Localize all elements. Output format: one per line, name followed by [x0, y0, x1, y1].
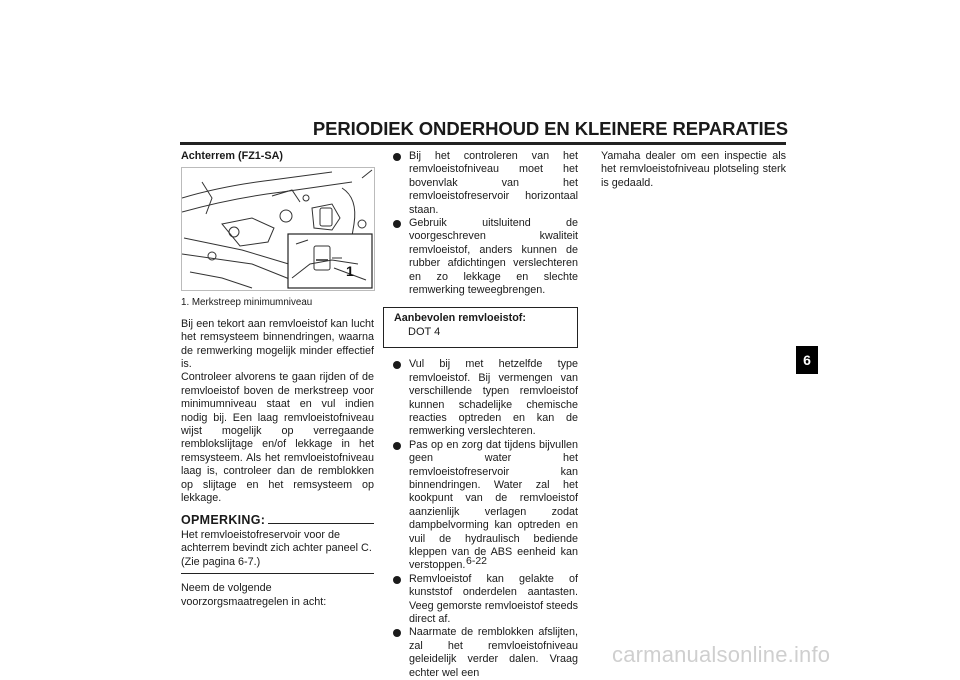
bullet-icon — [393, 576, 401, 584]
paragraph-dealer: Yamaha dealer om een inspectie als het remvloeistofniveau plotseling sterk is gedaald. — [601, 150, 786, 189]
column-left — [181, 150, 374, 609]
list-item: Gebruik uitsluitend de voorgeschreven kwaliteit remvloeistof, anders kunnen de rubber afdichtingen verslechteren en zo lekkage en slechte remwerking teweegbrengen. — [383, 217, 578, 297]
page-title: PERIODIEK ONDERHOUD EN KLEINERE REPARATIES — [312, 118, 788, 139]
bullet-icon — [393, 629, 401, 637]
paragraph-precautions: Neem de volgende voorzorgsmaatregelen in acht: — [181, 582, 327, 608]
callout-number: 1 — [346, 263, 354, 280]
column-right — [601, 150, 786, 190]
note-rule — [268, 523, 374, 524]
precaution-list-b — [383, 358, 578, 680]
list-item: Naarmate de remblokken afslijten, zal het remvloeistofniveau geleidelijk verder dalen. Vraag echter wel een — [383, 626, 578, 680]
paragraph-check-level: Controleer alvorens te gaan rijden of de remvloeistof boven de merkstreep voor minimumniveau staat en vul indien nodig bij. Een laag remvloeistofniveau wijst mogelijk op verregaande remblokslijtage en/of lekkage in het remsysteem. Als het remvloeistofniveau laag is, controleer dan de remblokken op slijtage en het remsysteem op lekkage. — [181, 371, 374, 505]
page-number: 6-22 — [466, 555, 488, 567]
list-item: Remvloeistof kan gelakte of kunststof onderdelen aantasten. Veeg gemorste remvloeistof steeds direct af. — [383, 573, 578, 627]
paragraph-air-intake: Bij een tekort aan remvloeistof kan lucht het remsysteem binnendringen, waarna de remwerking mogelijk minder effectief is. — [181, 317, 374, 371]
recommended-fluid-box — [383, 307, 578, 348]
list-item: Pas op en zorg dat tijdens bijvullen geen water het remvloeistofreservoir kan binnendringen. Water zal het kookpunt van de remvloeistof aanzienlijk verlagen zodat dampbelvorming kan optreden en vuil de hydraulisch bediende kleppen van de ABS eenheid kan verstoppen. — [383, 439, 578, 573]
precaution-list-a — [383, 150, 578, 297]
note-label: OPMERKING: — [181, 512, 266, 527]
figure-caption: 1. Merkstreep minimumniveau — [181, 297, 313, 309]
column-middle — [383, 150, 578, 680]
box-value: DOT 4 — [408, 325, 441, 338]
section-heading: Achterrem (FZ1-SA) — [181, 150, 283, 162]
chapter-tab: 6 — [796, 346, 818, 374]
reservoir-illustration — [181, 167, 375, 291]
bullet-icon — [393, 361, 401, 369]
header-divider — [180, 142, 786, 145]
list-item: Bij het controleren van het remvloeistofniveau moet het bovenvlak van het remvloeistofreservoir horizontaal staan. — [383, 150, 578, 217]
watermark: carmanualsonline.info — [612, 642, 831, 667]
rear-brake-reservoir-drawing — [182, 168, 374, 290]
list-item: Vul bij met hetzelfde type remvloeistof. Bij vermengen van verschillende typen remvloeistof kunnen schadelijke chemische reacties optreden en kan de remwerking verslechteren. — [383, 358, 578, 438]
inset-detail — [288, 234, 372, 288]
bullet-icon — [393, 442, 401, 450]
bullet-icon — [393, 220, 401, 228]
box-title: Aanbevolen remvloeistof: — [394, 312, 526, 325]
note-header — [181, 514, 374, 527]
note-text: Het remvloeistofreservoir voor de achterrem bevindt zich achter paneel C. (Zie pagina 6-7.) — [181, 529, 374, 574]
bullet-icon — [393, 153, 401, 161]
